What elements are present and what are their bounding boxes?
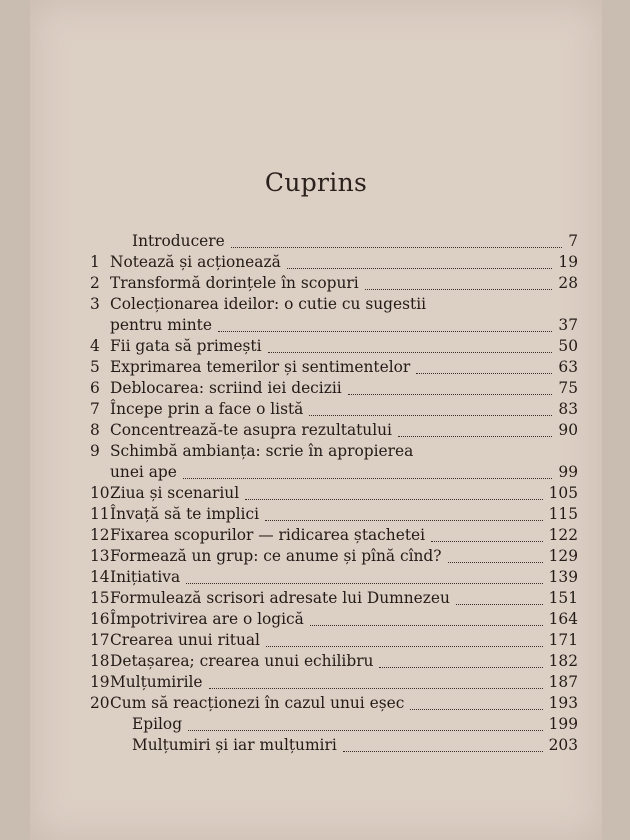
toc-entry-number: 13 [90, 547, 110, 565]
table-of-contents [90, 232, 578, 757]
toc-entry-page: 151 [548, 589, 578, 607]
toc-entry-number: 7 [90, 400, 100, 418]
toc-entry-title: Fixarea scopurilor — ridicarea ștachetei [110, 526, 426, 544]
toc-entry [90, 379, 578, 400]
dot-leader [268, 352, 553, 353]
toc-entry-number: 8 [90, 421, 100, 439]
dot-leader [448, 562, 543, 563]
toc-entry-page: 203 [548, 736, 578, 754]
toc-entry-title: Transformă dorințele în scopuri [110, 274, 359, 292]
dot-leader [209, 688, 543, 689]
toc-entry-page: 115 [548, 505, 578, 523]
toc-entry [90, 442, 578, 484]
toc-entry [90, 505, 578, 526]
toc-entry-page: 171 [548, 631, 578, 649]
toc-entry-title: Notează și acționează [110, 253, 281, 271]
toc-entry-number: 10 [90, 484, 110, 502]
toc-entry-title: Detașarea; crearea unui echilibru [110, 652, 374, 670]
dot-leader [309, 415, 552, 416]
toc-entry-number: 14 [90, 568, 110, 586]
toc-entry [90, 547, 578, 568]
dot-leader [266, 646, 543, 647]
toc-entry-number: 1 [90, 253, 100, 271]
toc-entry-title: Învață să te implici [110, 505, 260, 523]
toc-entry [90, 610, 578, 631]
toc-entry-page: 187 [548, 673, 578, 691]
toc-entry-title: Epilog [132, 715, 183, 733]
dot-leader [183, 478, 553, 479]
toc-entry [90, 232, 578, 253]
toc-entry-title: Mulțumiri și iar mulțumiri [132, 736, 337, 754]
toc-entry [90, 715, 578, 736]
toc-entry-title: Deblocarea: scriind iei decizii [110, 379, 342, 397]
toc-entry-title: Formulează scrisori adresate lui Dumnezeu [110, 589, 450, 607]
toc-entry-title: Începe prin a face o listă [110, 400, 304, 418]
dot-leader [343, 751, 543, 752]
toc-entry-number: 18 [90, 652, 110, 670]
toc-entry-number: 6 [90, 379, 100, 397]
toc-entry-number: 9 [90, 442, 100, 460]
toc-entry-title: Inițiativa [110, 568, 181, 586]
toc-entry-title: Cum să reacționezi în cazul unui eșec [110, 694, 405, 712]
toc-entry-title: Colecționarea ideilor: o cutie cu sugestii [110, 295, 427, 313]
toc-entry [90, 358, 578, 379]
toc-entry [90, 421, 578, 442]
toc-entry-page: 129 [548, 547, 578, 565]
toc-entry [90, 484, 578, 505]
toc-entry-page: 75 [558, 379, 578, 397]
dot-leader [245, 499, 542, 500]
toc-entry-title: Împotrivirea are o logică [110, 610, 304, 628]
toc-entry [90, 253, 578, 274]
toc-entry-title: Ziua și scenariul [110, 484, 240, 502]
toc-entry-page: 90 [558, 421, 578, 439]
toc-entry [90, 631, 578, 652]
dot-leader [398, 436, 552, 437]
toc-entry-page: 37 [558, 316, 578, 334]
dot-leader [231, 247, 562, 248]
toc-entry-number: 4 [90, 337, 100, 355]
toc-entry [90, 736, 578, 757]
toc-entry-number: 5 [90, 358, 100, 376]
toc-entry-title-continued: pentru minte [110, 316, 212, 334]
dot-leader [456, 604, 543, 605]
toc-entry-number: 3 [90, 295, 100, 313]
toc-entry-title: Mulțumirile [110, 673, 203, 691]
toc-entry-page: 182 [548, 652, 578, 670]
dot-leader [218, 331, 552, 332]
toc-entry-number: 19 [90, 673, 110, 691]
dot-leader [188, 730, 543, 731]
toc-entry [90, 337, 578, 358]
toc-entry-number: 20 [90, 694, 110, 712]
toc-entry-page: 199 [548, 715, 578, 733]
dot-leader [348, 394, 553, 395]
toc-entry-page: 193 [548, 694, 578, 712]
toc-entry [90, 526, 578, 547]
toc-entry-title: Introducere [132, 232, 225, 250]
toc-entry-number: 2 [90, 274, 100, 292]
toc-entry [90, 568, 578, 589]
toc-entry [90, 400, 578, 421]
book-page [30, 0, 602, 840]
toc-entry-title: Exprimarea temerilor și sentimentelor [110, 358, 411, 376]
toc-entry-title-continued: unei ape [110, 463, 177, 481]
toc-entry-number: 17 [90, 631, 110, 649]
toc-entry-title: Concentrează-te asupra rezultatului [110, 421, 392, 439]
toc-entry-title: Fii gata să primești [110, 337, 262, 355]
dot-leader [265, 520, 543, 521]
toc-entry-page: 28 [558, 274, 578, 292]
toc-entry-number: 12 [90, 526, 110, 544]
toc-entry-page: 83 [558, 400, 578, 418]
toc-entry-title: Schimbă ambianța: scrie în apropierea [110, 442, 414, 460]
toc-entry-page: 63 [558, 358, 578, 376]
toc-entry [90, 694, 578, 715]
toc-entry-page: 164 [548, 610, 578, 628]
toc-entry [90, 673, 578, 694]
toc-entry [90, 652, 578, 673]
toc-entry-page: 50 [558, 337, 578, 355]
toc-entry [90, 589, 578, 610]
toc-entry [90, 295, 578, 337]
toc-entry-number: 11 [90, 505, 110, 523]
dot-leader [186, 583, 542, 584]
toc-entry-title: Formează un grup: ce anume și pînă cînd? [110, 547, 442, 565]
toc-entry-number: 15 [90, 589, 110, 607]
dot-leader [410, 709, 542, 710]
toc-entry-title: Crearea unui ritual [110, 631, 260, 649]
dot-leader [365, 289, 553, 290]
toc-entry-page: 19 [558, 253, 578, 271]
toc-entry-page: 139 [548, 568, 578, 586]
toc-entry-page: 99 [558, 463, 578, 481]
toc-entry-page: 7 [568, 232, 578, 250]
dot-leader [379, 667, 542, 668]
dot-leader [310, 625, 543, 626]
dot-leader [431, 541, 543, 542]
toc-entry-page: 105 [548, 484, 578, 502]
toc-entry [90, 274, 578, 295]
toc-entry-page: 122 [548, 526, 578, 544]
dot-leader [287, 268, 553, 269]
page-title: Cuprins [264, 168, 368, 197]
toc-entry-number: 16 [90, 610, 110, 628]
dot-leader [416, 373, 552, 374]
